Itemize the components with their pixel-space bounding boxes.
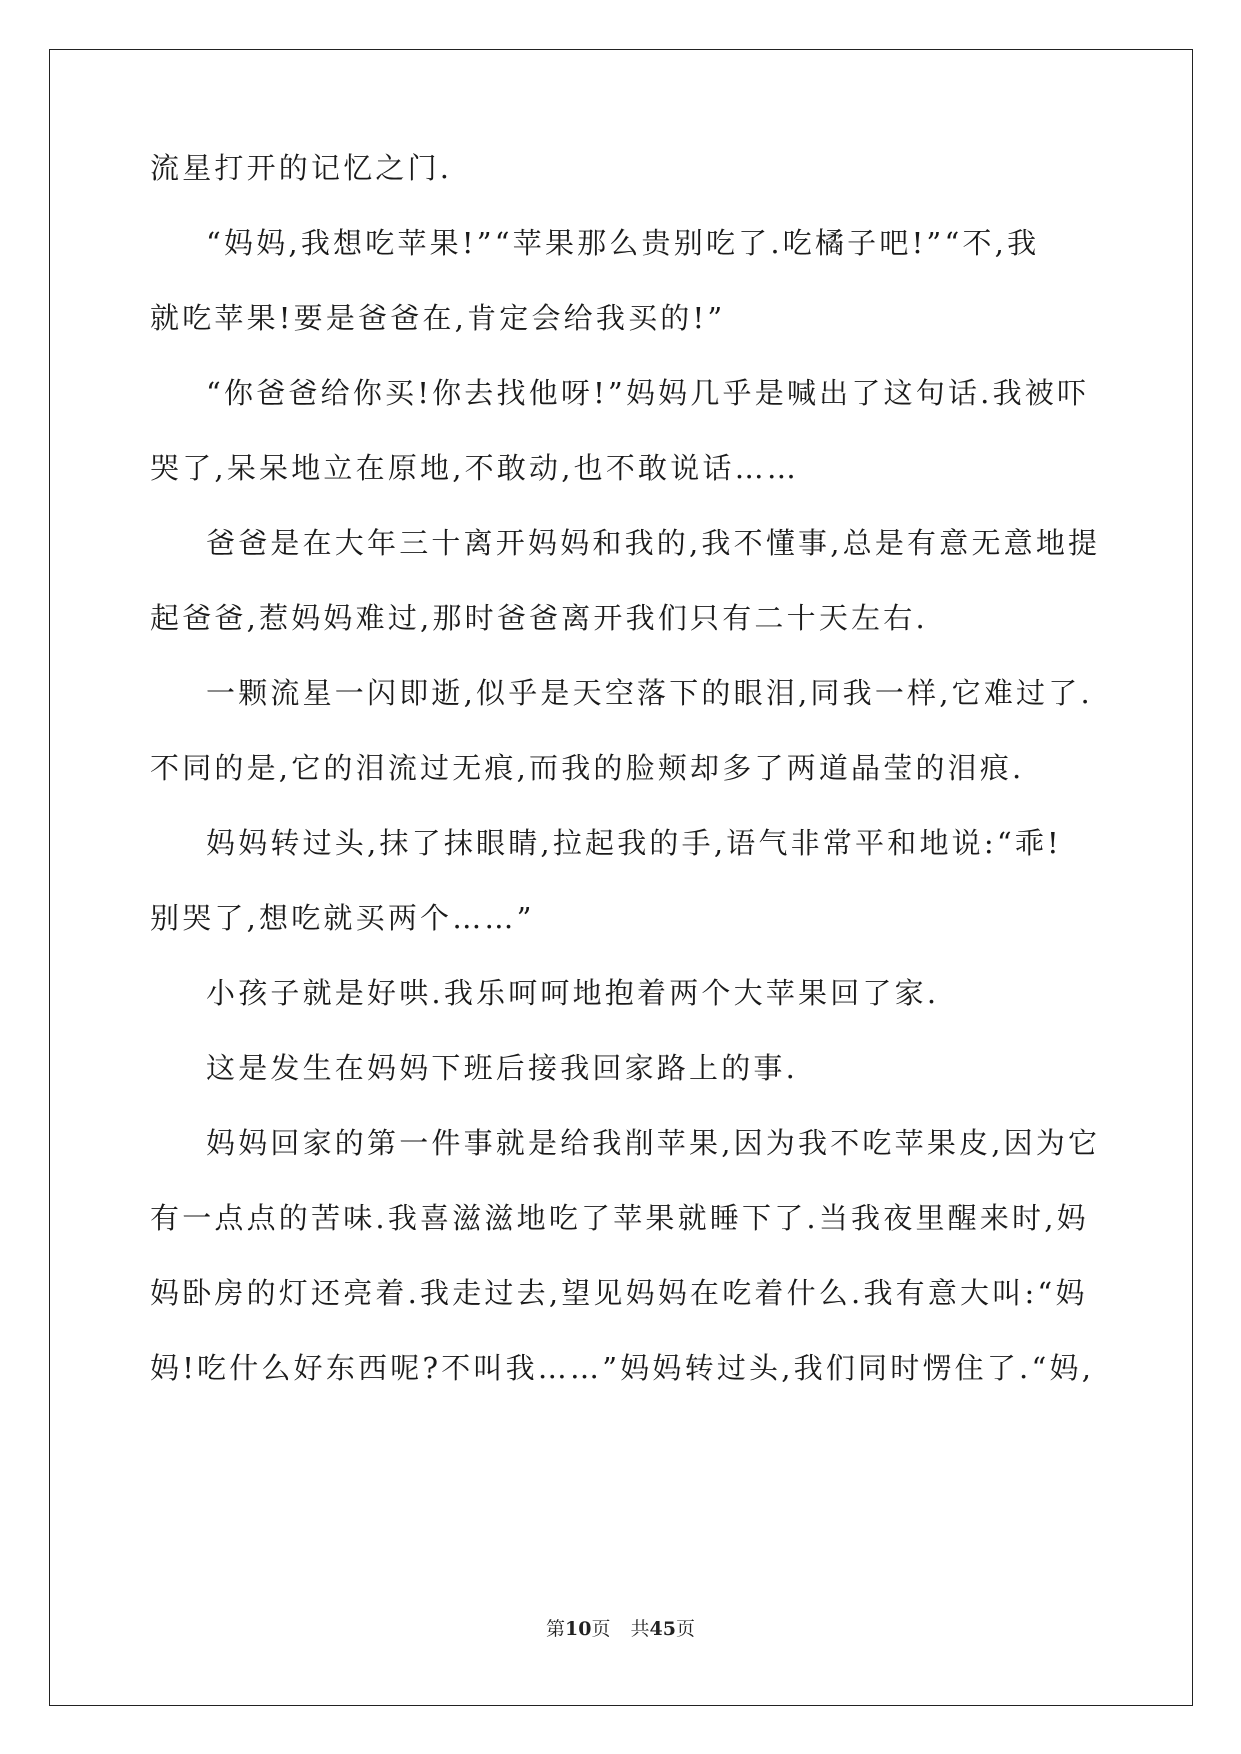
footer-total-prefix: 共: [630, 1618, 650, 1640]
text-line-8: 一颗流星一闪即逝,似乎是天空落下的眼泪,同我一样,它难过了.: [206, 676, 1093, 710]
text-line-17: 妈!吃什么好东西呢?不叫我……”妈妈转过头,我们同时愣住了.“妈,: [150, 1351, 1095, 1385]
text-line-16: 妈卧房的灯还亮着.我走过去,望见妈妈在吃着什么.我有意大叫:“妈: [150, 1276, 1088, 1310]
text-line-2: “妈妈,我想吃苹果!”“苹果那么贵别吃了.吃橘子吧!”“不,我: [206, 226, 1040, 260]
text-line-7: 起爸爸,惹妈妈难过,那时爸爸离开我们只有二十天左右.: [150, 601, 928, 635]
text-line-3: 就吃苹果!要是爸爸在,肯定会给我买的!”: [150, 301, 726, 335]
footer-page-suffix: 页: [591, 1618, 611, 1640]
text-line-13: 这是发生在妈妈下班后接我回家路上的事.: [206, 1051, 799, 1085]
text-line-15: 有一点点的苦味.我喜滋滋地吃了苹果就睡下了.当我夜里醒来时,妈: [150, 1201, 1089, 1235]
page-footer: [0, 1617, 1241, 1641]
text-line-11: 别哭了,想吃就买两个……”: [150, 901, 535, 935]
text-line-4: “你爸爸给你买!你去找他呀!”妈妈几乎是喊出了这句话.我被吓: [206, 376, 1090, 410]
text-line-12: 小孩子就是好哄.我乐呵呵地抱着两个大苹果回了家.: [206, 976, 940, 1010]
footer-prefix: 第: [546, 1618, 566, 1640]
current-page-number: 10: [565, 1618, 592, 1640]
text-line-14: 妈妈回家的第一件事就是给我削苹果,因为我不吃苹果皮,因为它: [206, 1126, 1101, 1160]
text-line-9: 不同的是,它的泪流过无痕,而我的脸颊却多了两道晶莹的泪痕.: [150, 751, 1025, 785]
text-line-5: 哭了,呆呆地立在原地,不敢动,也不敢说话……: [150, 451, 800, 485]
footer-total-suffix: 页: [675, 1618, 695, 1640]
total-page-number: 45: [649, 1618, 676, 1640]
text-line-1: 流星打开的记忆之门.: [150, 151, 453, 185]
text-line-10: 妈妈转过头,抹了抹眼睛,拉起我的手,语气非常平和地说:“乖!: [206, 826, 1062, 860]
text-line-6: 爸爸是在大年三十离开妈妈和我的,我不懂事,总是有意无意地提: [206, 526, 1101, 560]
